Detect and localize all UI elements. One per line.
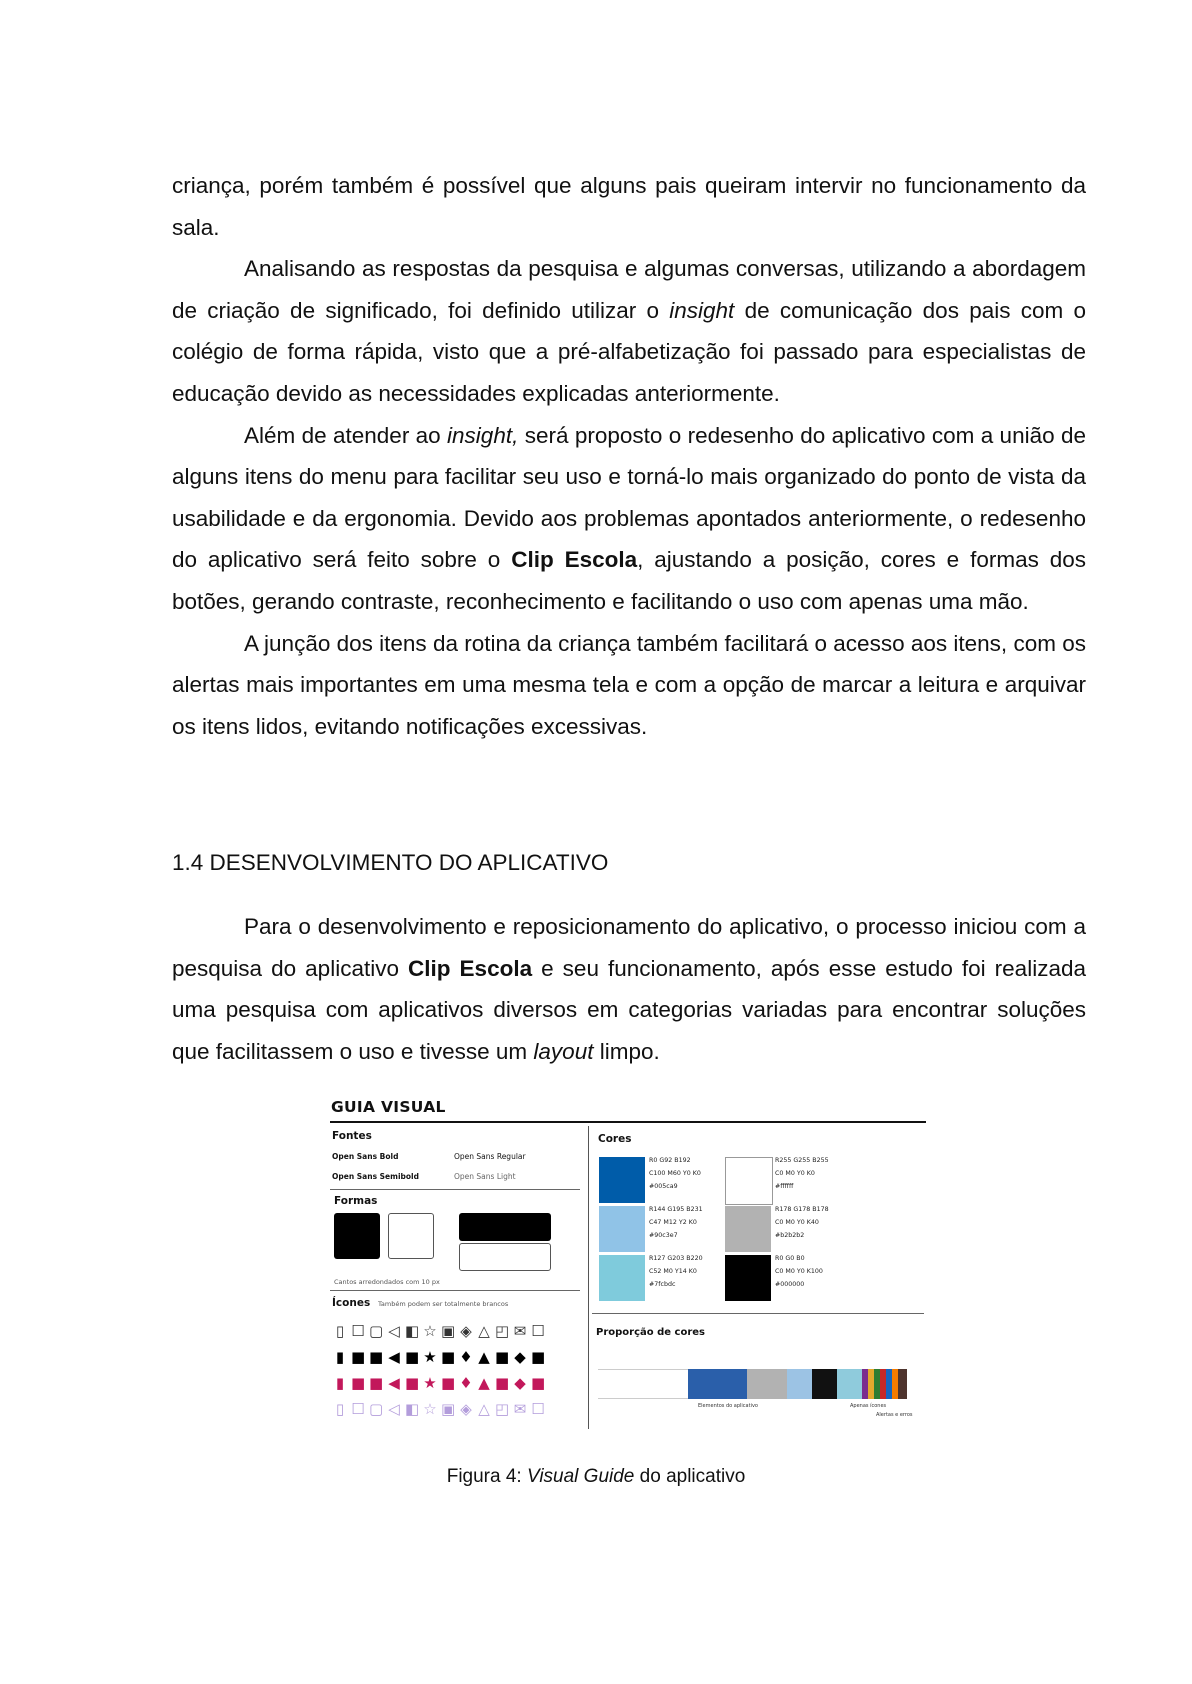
cores-divider — [592, 1313, 924, 1314]
figure-caption: Figura 4: Visual Guide do aplicativo — [446, 1466, 746, 1487]
color-swatch — [599, 1157, 645, 1203]
app-icon: ◁ — [388, 1400, 400, 1418]
icones-label: Ícones — [332, 1297, 371, 1309]
app-icon: ☐ — [531, 1400, 545, 1418]
figure-title: GUIA VISUAL — [331, 1098, 446, 1116]
shape-square-black — [334, 1213, 380, 1259]
color-swatch — [725, 1157, 773, 1205]
proportion-segment — [598, 1369, 688, 1399]
app-icon: ◧ — [405, 1322, 420, 1340]
color-spec-line: C0 M0 Y0 K100 — [775, 1268, 823, 1275]
shape-rect-white — [459, 1243, 551, 1271]
paragraph-3: Além de atender ao insight, será proposto o redesenho do aplicativo com a união de alguns itens do menu para facilitar seu uso e torná-lo mais organizado do ponto de vista da usabilidade e da ergonomia. Devido aos problemas apontados anteriormente, o redesenho do aplicativo será feito sobre o Clip Escola, ajustando a posição, cores e formas dos botões, gerando contraste, reconhecimento e facilitando o uso com apenas uma mão. — [172, 422, 1086, 614]
paragraph-2: Analisando as respostas da pesquisa e algumas conversas, utilizando a abordagem de criação de significado, foi definido utilizar o insight de comunicação dos pais com o colégio de forma rápida, visto que a pré-alfabetização foi passado para especialistas de educação devido as necessidades explicadas anteriormente. — [172, 256, 1086, 406]
body-text-1 — [172, 165, 1086, 747]
cores-label: Cores — [598, 1133, 632, 1145]
fontes-label: Fontes — [332, 1130, 372, 1142]
color-swatch — [599, 1206, 645, 1252]
color-spec — [775, 1154, 829, 1193]
app-icon: △ — [478, 1322, 490, 1340]
visual-guide-figure — [330, 1097, 926, 1429]
color-spec-line: C0 M0 Y0 K0 — [775, 1170, 815, 1177]
proportion-segment — [837, 1369, 862, 1399]
color-spec-line: R178 G178 B178 — [775, 1206, 829, 1213]
app-icon: ✉ — [513, 1400, 527, 1418]
icon-row — [333, 1348, 545, 1366]
color-spec — [649, 1203, 703, 1242]
prop-label-icons: Apenas ícones — [850, 1403, 887, 1409]
app-icon: △ — [478, 1400, 490, 1418]
app-icon: ▣ — [441, 1322, 456, 1340]
paragraph-4: A junção dos itens da rotina da criança também facilitará o acesso aos itens, com os alertas mais importantes em uma mesma tela e com a opção de marcar a leitura e arquivar os itens lidos, evitando notificações excessivas. — [172, 630, 1086, 739]
app-icon: ☆ — [423, 1400, 437, 1418]
app-icon: ■ — [495, 1348, 510, 1366]
icon-row — [333, 1400, 545, 1418]
proporcao-label: Proporção de cores — [596, 1327, 706, 1338]
app-icon: ☐ — [351, 1400, 365, 1418]
shape-rect-black — [459, 1213, 551, 1241]
color-spec — [649, 1252, 703, 1291]
app-icon: ☆ — [423, 1322, 437, 1340]
app-icon: ■ — [351, 1348, 366, 1366]
app-icon: ☐ — [351, 1322, 365, 1340]
icon-row — [333, 1322, 545, 1340]
shape-square-white — [388, 1213, 434, 1259]
app-icon: ■ — [441, 1348, 456, 1366]
app-icon: ◰ — [495, 1400, 510, 1418]
app-icon: ▢ — [369, 1322, 384, 1340]
prop-label-alerts: Alertas e erros — [876, 1412, 913, 1418]
color-spec — [775, 1252, 823, 1291]
section-heading: 1.4 DESENVOLVIMENTO DO APLICATIVO — [172, 850, 609, 875]
paragraph-5: Para o desenvolvimento e reposicionamento do aplicativo, o processo iniciou com a pesquisa do aplicativo Clip Escola e seu funcionamento, após esse estudo foi realizada uma pesquisa com aplicativos diversos em categorias variadas para encontrar soluções que facilitassem o uso e tivesse um layout limpo. — [172, 914, 1086, 1064]
color-spec-line: #7fcbdc — [649, 1281, 676, 1288]
app-icon: ▲ — [478, 1348, 490, 1366]
proportion-segment — [787, 1369, 812, 1399]
color-spec-line: #000000 — [775, 1281, 805, 1288]
app-icon: ■ — [405, 1348, 420, 1366]
app-icon: ▯ — [335, 1400, 345, 1418]
app-icon: ■ — [495, 1374, 510, 1392]
color-spec-line: #90c3e7 — [649, 1232, 678, 1239]
color-spec-line: #b2b2b2 — [775, 1232, 805, 1239]
font-semibold: Open Sans Semibold — [332, 1172, 419, 1181]
color-spec-line: #ffffff — [775, 1183, 794, 1190]
app-icon: ▣ — [441, 1400, 456, 1418]
font-bold: Open Sans Bold — [332, 1152, 399, 1161]
app-icon: ▯ — [335, 1322, 345, 1340]
title-rule — [330, 1121, 926, 1123]
color-spec — [775, 1203, 829, 1242]
fontes-divider — [330, 1189, 580, 1190]
prop-label-elements: Elementos do aplicativo — [698, 1403, 758, 1409]
color-spec — [649, 1154, 701, 1193]
app-icon: ♦ — [459, 1374, 473, 1392]
color-spec-line: C0 M0 Y0 K40 — [775, 1219, 819, 1226]
body-text-2 — [172, 906, 1086, 1072]
font-regular: Open Sans Regular — [454, 1152, 526, 1161]
app-icon: ▢ — [369, 1400, 384, 1418]
app-icon: ▮ — [335, 1348, 345, 1366]
color-spec-line: #005ca9 — [649, 1183, 678, 1190]
app-icon: ♦ — [459, 1348, 473, 1366]
app-icon: ◈ — [460, 1400, 472, 1418]
color-swatch — [725, 1255, 771, 1301]
app-icon: ▲ — [478, 1374, 490, 1392]
color-spec-line: R144 G195 B231 — [649, 1206, 703, 1213]
formas-note: Cantos arredondados com 10 px — [334, 1278, 440, 1286]
proportion-segment — [812, 1369, 837, 1399]
app-icon: ▮ — [335, 1374, 345, 1392]
color-spec-line: C52 M0 Y14 K0 — [649, 1268, 697, 1275]
color-spec-line: R255 G255 B255 — [775, 1157, 829, 1164]
app-icon: ■ — [351, 1374, 366, 1392]
app-icon: ✉ — [513, 1322, 527, 1340]
app-icon: ■ — [369, 1374, 384, 1392]
app-icon: ■ — [405, 1374, 420, 1392]
color-spec-line: C100 M60 Y0 K0 — [649, 1170, 701, 1177]
app-icon: ★ — [423, 1374, 437, 1392]
color-spec-line: C47 M12 Y2 K0 — [649, 1219, 697, 1226]
app-icon: ☐ — [531, 1322, 545, 1340]
app-icon: ■ — [531, 1348, 546, 1366]
app-icon: ■ — [531, 1374, 546, 1392]
color-proportion-bar — [598, 1369, 907, 1399]
app-icon: ◁ — [388, 1322, 400, 1340]
proportion-segment — [747, 1369, 787, 1399]
paragraph-1: criança, porém também é possível que alguns pais queiram intervir no funcionamento da sala. — [172, 173, 1086, 240]
app-icon: ■ — [441, 1374, 456, 1392]
color-swatch — [599, 1255, 645, 1301]
app-icon: ◀ — [388, 1348, 400, 1366]
column-divider — [588, 1126, 589, 1429]
app-icon: ◧ — [405, 1400, 420, 1418]
color-spec-line: R0 G92 B192 — [649, 1157, 691, 1164]
color-spec-line: R127 G203 B220 — [649, 1255, 703, 1262]
app-icon: ◈ — [460, 1322, 472, 1340]
proportion-segment — [898, 1369, 907, 1399]
proportion-segment — [688, 1369, 747, 1399]
color-spec-line: R0 G0 B0 — [775, 1255, 805, 1262]
app-icon: ◆ — [514, 1374, 526, 1392]
app-icon: ◰ — [495, 1322, 510, 1340]
icones-note: Também podem ser totalmente brancos — [378, 1300, 509, 1308]
font-light: Open Sans Light — [454, 1172, 516, 1181]
app-icon: ◆ — [514, 1348, 526, 1366]
app-icon: ◀ — [388, 1374, 400, 1392]
color-swatch — [725, 1206, 771, 1252]
icon-row — [333, 1374, 545, 1392]
formas-label: Formas — [334, 1195, 378, 1207]
app-icon: ■ — [369, 1348, 384, 1366]
formas-divider — [330, 1290, 580, 1291]
app-icon: ★ — [423, 1348, 437, 1366]
